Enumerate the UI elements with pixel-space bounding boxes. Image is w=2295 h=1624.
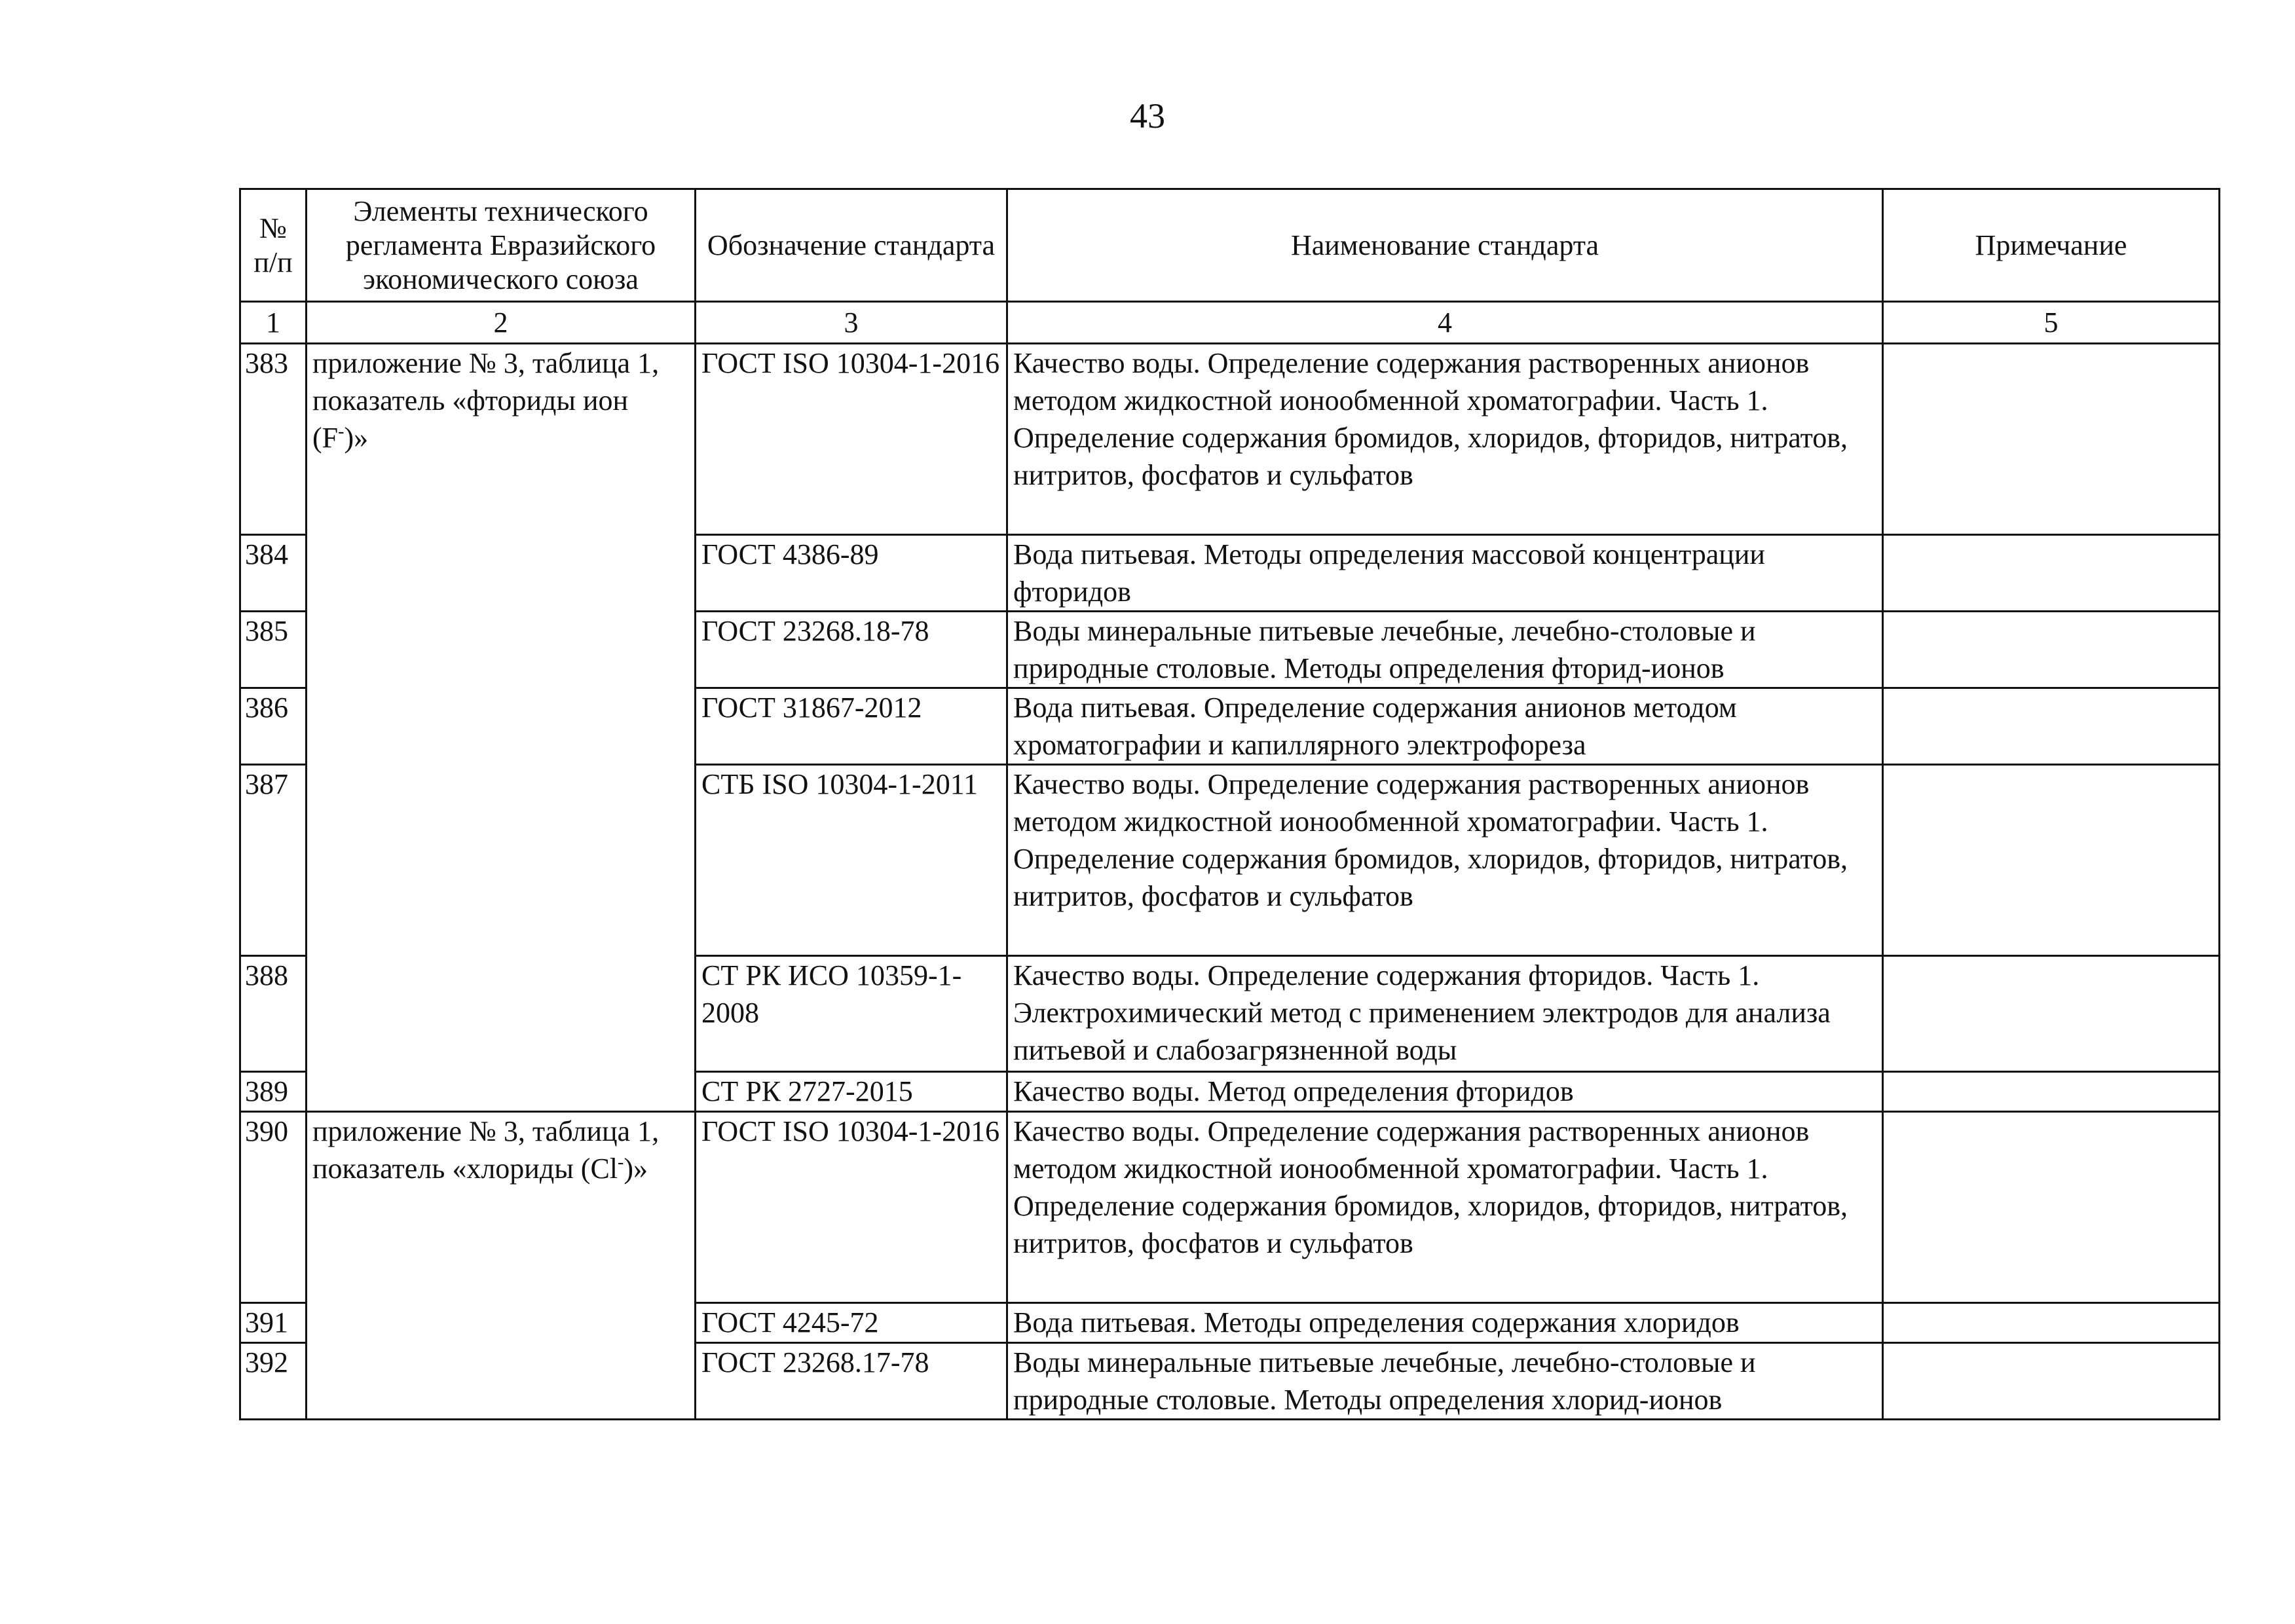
standard-name: Качество воды. Определение содержания растворенных анионов методом жидкостной ионообменной хроматографии. Часть 1. Определение содержания бромидов, хлоридов, фторидов, нитратов, нитритов, фосфатов и сульфатов — [1007, 765, 1883, 956]
standard-designation: СТ РК ИСО 10359-1-2008 — [696, 956, 1007, 1072]
standard-designation: ГОСТ 23268.17-78 — [696, 1343, 1007, 1420]
standard-name: Вода питьевая. Методы определения массовой концентрации фторидов — [1007, 535, 1883, 612]
standard-name: Качество воды. Определение содержания растворенных анионов методом жидкостной ионообменной хроматографии. Часть 1. Определение содержания бромидов, хлоридов, фторидов, нитратов, нитритов, фосфатов и сульфатов — [1007, 344, 1883, 535]
regulation-element-chlorides — [307, 1112, 696, 1420]
standard-designation: ГОСТ 23268.18-78 — [696, 612, 1007, 688]
standard-name: Вода питьевая. Методы определения содержания хлоридов — [1007, 1303, 1883, 1343]
standard-designation: ГОСТ ISO 10304-1-2016 — [696, 1112, 1007, 1303]
note-cell — [1883, 765, 2220, 956]
column-number: 3 — [696, 302, 1007, 344]
note-cell — [1883, 1112, 2220, 1303]
standard-designation: ГОСТ 4245-72 — [696, 1303, 1007, 1343]
row-number: 390 — [240, 1112, 307, 1303]
column-number: 2 — [307, 302, 696, 344]
row-number: 383 — [240, 344, 307, 535]
note-cell — [1883, 1343, 2220, 1420]
element-text-end: )» — [624, 1153, 648, 1185]
header-number: № п/п — [240, 189, 307, 302]
column-number-row — [240, 302, 2220, 344]
regulation-element-fluorides — [307, 344, 696, 1112]
note-cell — [1883, 956, 2220, 1072]
note-cell — [1883, 1303, 2220, 1343]
row-number: 386 — [240, 688, 307, 765]
row-number: 385 — [240, 612, 307, 688]
element-superscript: - — [618, 1152, 624, 1173]
standard-designation: ГОСТ ISO 10304-1-2016 — [696, 344, 1007, 535]
column-number: 4 — [1007, 302, 1883, 344]
header-note: Примечание — [1883, 189, 2220, 302]
header-standard-name: Наименование стандарта — [1007, 189, 1883, 302]
standard-name: Качество воды. Метод определения фторидов — [1007, 1072, 1883, 1112]
standard-designation: СТ РК 2727-2015 — [696, 1072, 1007, 1112]
header-designation: Обозначение стандарта — [696, 189, 1007, 302]
standard-name: Воды минеральные питьевые лечебные, лечебно-столовые и природные столовые. Методы определения фторид-ионов — [1007, 612, 1883, 688]
note-cell — [1883, 1072, 2220, 1112]
table-row — [240, 344, 2220, 535]
row-number: 392 — [240, 1343, 307, 1420]
column-number: 1 — [240, 302, 307, 344]
header-row — [240, 189, 2220, 302]
element-text-end: )» — [344, 422, 369, 454]
standard-designation: ГОСТ 4386-89 — [696, 535, 1007, 612]
header-element: Элементы технического регламента Евразийского экономического союза — [307, 189, 696, 302]
row-number: 388 — [240, 956, 307, 1072]
note-cell — [1883, 612, 2220, 688]
row-number: 391 — [240, 1303, 307, 1343]
standard-name: Качество воды. Определение содержания растворенных анионов методом жидкостной ионообменной хроматографии. Часть 1. Определение содержания бромидов, хлоридов, фторидов, нитратов, нитритов, фосфатов и сульфатов — [1007, 1112, 1883, 1303]
note-cell — [1883, 688, 2220, 765]
element-superscript: - — [338, 421, 345, 442]
standard-name: Воды минеральные питьевые лечебные, лечебно-столовые и природные столовые. Методы определения хлорид-ионов — [1007, 1343, 1883, 1420]
row-number: 384 — [240, 535, 307, 612]
standard-name: Вода питьевая. Определение содержания анионов методом хроматографии и капиллярного электрофореза — [1007, 688, 1883, 765]
row-number: 387 — [240, 765, 307, 956]
element-text: приложение № 3, таблица 1, показатель «фториды ион (F — [312, 347, 660, 454]
page-number: 43 — [1130, 96, 1165, 136]
column-number: 5 — [1883, 302, 2220, 344]
row-number: 389 — [240, 1072, 307, 1112]
note-cell — [1883, 344, 2220, 535]
standard-name: Качество воды. Определение содержания фторидов. Часть 1. Электрохимический метод с применением электродов для анализа питьевой и слабозагрязненной воды — [1007, 956, 1883, 1072]
table-row — [240, 1112, 2220, 1303]
standards-table — [239, 188, 2220, 1420]
standard-designation: ГОСТ 31867-2012 — [696, 688, 1007, 765]
element-text: приложение № 3, таблица 1, показатель «хлориды (Cl — [312, 1115, 660, 1185]
note-cell — [1883, 535, 2220, 612]
standard-designation: СТБ ISO 10304-1-2011 — [696, 765, 1007, 956]
